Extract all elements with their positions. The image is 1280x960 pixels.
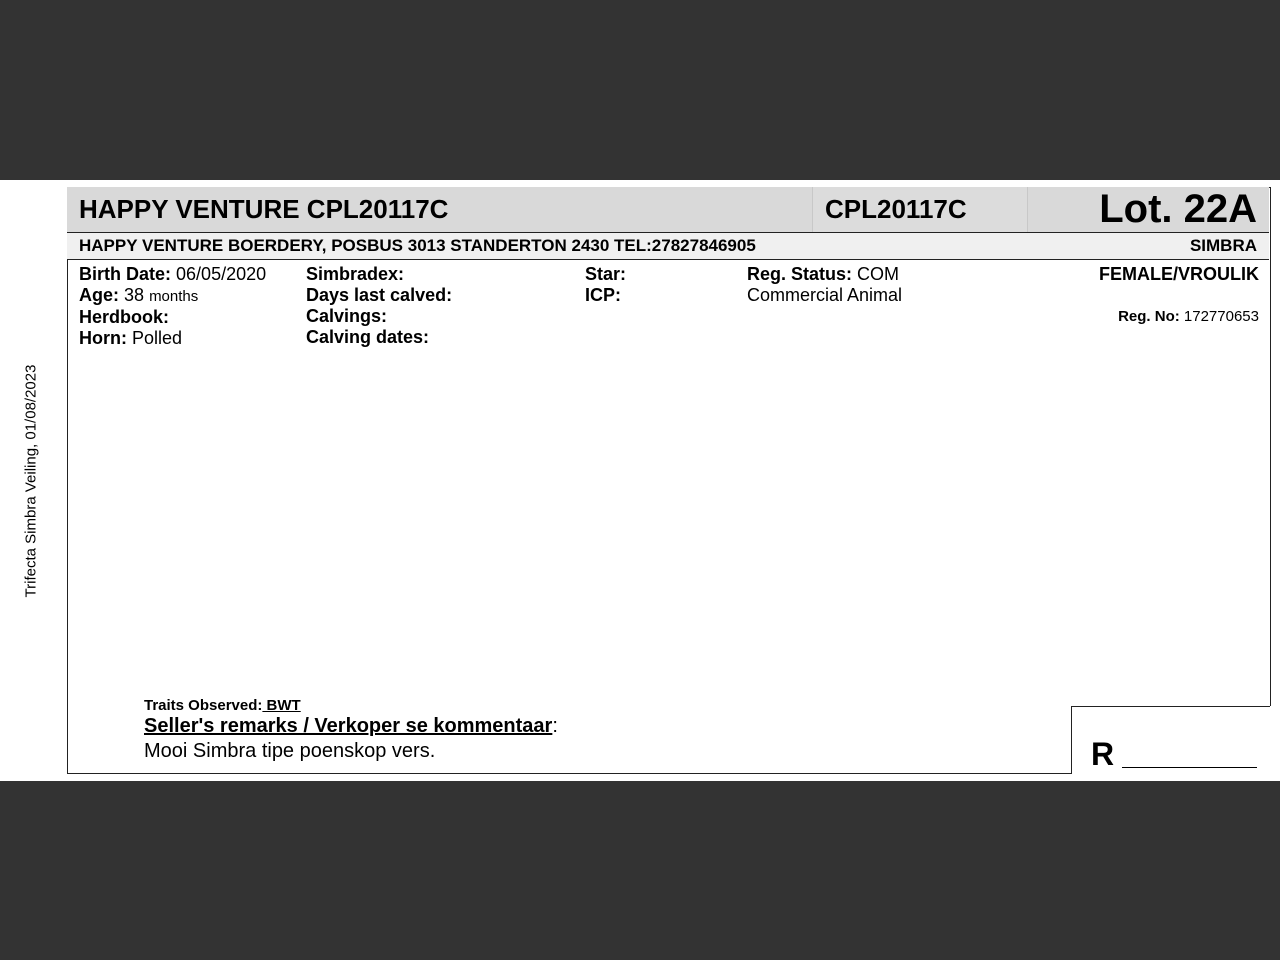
owner-row — [67, 233, 1269, 260]
lot-number: Lot. 22A — [1099, 187, 1257, 231]
remarks-heading: Seller's remarks / Verkoper se kommentaar: — [144, 715, 558, 737]
calving-dates-label: Calving dates: — [306, 327, 430, 347]
reg-status-description: Commercial Animal — [747, 285, 903, 305]
calvings-label: Calvings: — [306, 306, 388, 326]
reg-no-line: Reg. No: 172770653 — [1118, 308, 1259, 325]
reg-no-value: 172770653 — [1183, 308, 1259, 325]
header-row — [67, 187, 1269, 233]
age-unit: months — [149, 288, 199, 305]
price-currency: R — [1091, 736, 1115, 772]
herdbook-line: Herdbook: — [79, 307, 169, 327]
animal-name: HAPPY VENTURE CPL20117C — [79, 194, 449, 224]
reg-status-value: COM — [857, 264, 900, 284]
details-column-4 — [747, 264, 902, 306]
remarks-text: Mooi Simbra tipe poenskop vers. — [144, 740, 436, 762]
days-last-calved-label: Days last calved: — [306, 285, 453, 305]
reg-status-line: Reg. Status: COM — [747, 264, 900, 284]
details-column-3 — [585, 264, 626, 306]
icp-label: ICP: — [585, 285, 621, 305]
price-entry-line — [1122, 767, 1257, 768]
details-column-1 — [79, 264, 266, 349]
age-line: Age: 38 months — [79, 285, 199, 305]
traits-value: BWT — [262, 697, 301, 714]
age-value: 38 — [124, 285, 145, 305]
traits-observed: Traits Observed: BWT — [144, 697, 301, 714]
horn-line: Horn: Polled — [79, 328, 183, 348]
birth-date-value: 06/05/2020 — [176, 264, 267, 284]
sex: FEMALE/VROULIK — [1099, 264, 1259, 284]
details-column-5 — [1099, 264, 1259, 327]
details-column-2 — [306, 264, 452, 348]
owner-info: HAPPY VENTURE BOERDERY, POSBUS 3013 STANDERTON 2430 TEL:27827846905 — [79, 236, 756, 255]
horn-value: Polled — [132, 328, 183, 348]
lot-card — [67, 187, 1271, 774]
animal-code: CPL20117C — [812, 187, 1028, 232]
breed: SIMBRA — [1189, 236, 1257, 255]
birth-date-line: Birth Date: 06/05/2020 — [79, 264, 267, 284]
simbradex-label: Simbradex: — [306, 264, 405, 284]
star-label: Star: — [585, 264, 627, 284]
side-caption: Trifecta Simbra Veiling, 01/08/2023 — [22, 364, 40, 598]
